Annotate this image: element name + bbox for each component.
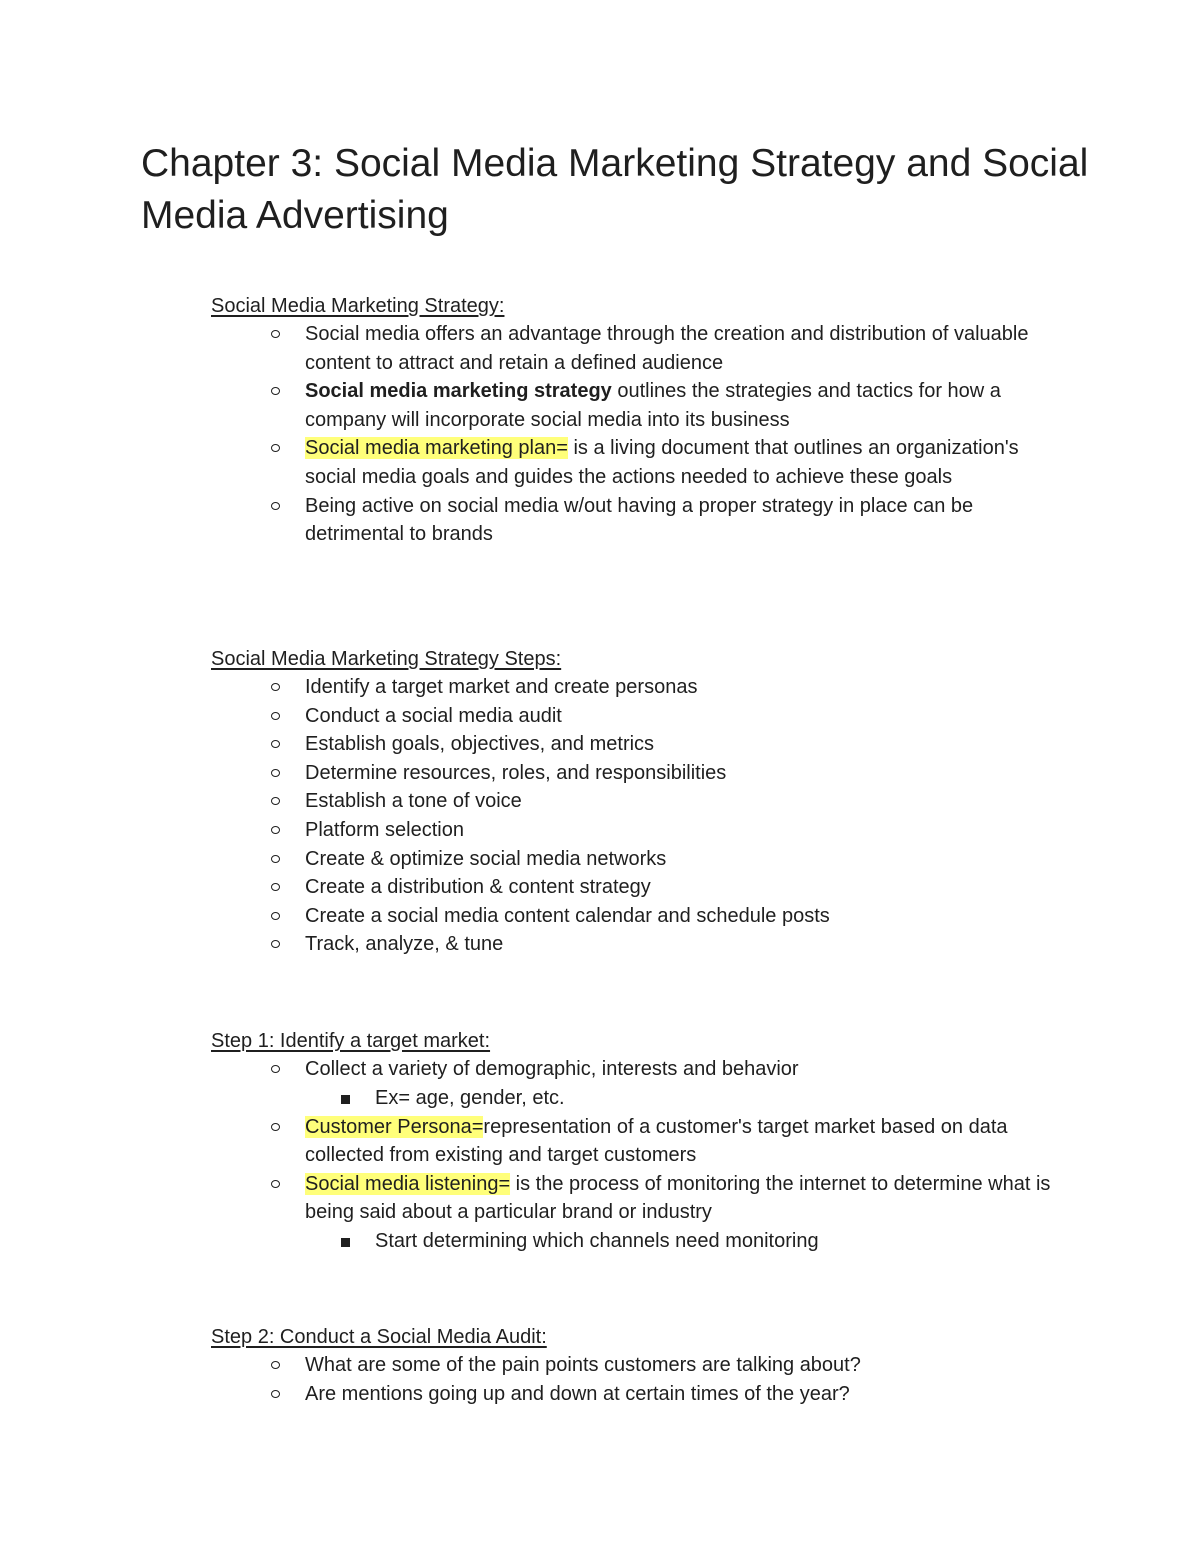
section-heading: Social Media Marketing Strategy: <box>211 295 505 317</box>
hollow-circle-bullet-icon <box>271 1390 280 1398</box>
list-item: What are some of the pain points customers are talking about? <box>211 1351 1065 1380</box>
list-item: Establish a tone of voice <box>211 787 1065 816</box>
sub-list-item: Start determining which channels need monitoring <box>305 1227 1065 1256</box>
defined-term: Social media marketing strategy <box>305 380 612 403</box>
highlighted-term: Social media listening= <box>305 1172 511 1195</box>
list-item: Social media listening= is the process of monitoring the internet to determine what is being said about a particular brand or industry Start determining which channels need monitoring <box>211 1170 1065 1256</box>
section-heading: Social Media Marketing Strategy Steps: <box>211 648 562 670</box>
hollow-circle-bullet-icon <box>271 502 280 510</box>
hollow-circle-bullet-icon <box>271 855 280 863</box>
hollow-circle-bullet-icon <box>271 940 280 948</box>
sub-list-item: Ex= age, gender, etc. <box>305 1084 1065 1113</box>
list-item: Determine resources, roles, and responsibilities <box>211 759 1065 788</box>
hollow-circle-bullet-icon <box>271 1361 280 1369</box>
hollow-circle-bullet-icon <box>271 387 280 395</box>
section-marketing-strategy <box>211 292 1091 549</box>
list-item: Establish goals, objectives, and metrics <box>211 730 1065 759</box>
hollow-circle-bullet-icon <box>271 883 280 891</box>
list-item: Create a distribution & content strategy <box>211 873 1065 902</box>
page-title: Chapter 3: Social Media Marketing Strategy and Social Media Advertising <box>141 142 1089 237</box>
highlighted-term: Social media marketing plan= <box>305 437 568 460</box>
square-bullet-icon <box>341 1238 350 1247</box>
section-strategy-steps <box>211 645 1091 959</box>
bullet-list <box>211 1351 1091 1408</box>
list-item: Track, analyze, & tune <box>211 930 1065 959</box>
hollow-circle-bullet-icon <box>271 826 280 834</box>
section-heading: Step 1: Identify a target market: <box>211 1030 491 1052</box>
list-item: Create a social media content calendar and schedule posts <box>211 902 1065 931</box>
hollow-circle-bullet-icon <box>271 797 280 805</box>
section-step-1 <box>211 1027 1091 1256</box>
hollow-circle-bullet-icon <box>271 1123 280 1131</box>
square-bullet-icon <box>341 1095 350 1104</box>
hollow-circle-bullet-icon <box>271 769 280 777</box>
hollow-circle-bullet-icon <box>271 1065 280 1073</box>
sub-list <box>305 1084 1065 1113</box>
list-item: Identify a target market and create personas <box>211 673 1065 702</box>
list-item: Create & optimize social media networks <box>211 845 1065 874</box>
hollow-circle-bullet-icon <box>271 1180 280 1188</box>
hollow-circle-bullet-icon <box>271 683 280 691</box>
list-item: Collect a variety of demographic, interests and behavior Ex= age, gender, etc. <box>211 1055 1065 1113</box>
list-item: Platform selection <box>211 816 1065 845</box>
hollow-circle-bullet-icon <box>271 740 280 748</box>
hollow-circle-bullet-icon <box>271 712 280 720</box>
list-item: Social media marketing plan= is a living document that outlines an organization's social media goals and guides the actions needed to achieve these goals <box>211 434 1065 491</box>
sub-list <box>305 1227 1065 1256</box>
list-item: Customer Persona=representation of a customer's target market based on data collected from existing and target customers <box>211 1113 1065 1170</box>
list-item: Conduct a social media audit <box>211 702 1065 731</box>
section-heading: Step 2: Conduct a Social Media Audit: <box>211 1326 547 1348</box>
hollow-circle-bullet-icon <box>271 444 280 452</box>
bullet-list <box>211 673 1091 959</box>
hollow-circle-bullet-icon <box>271 912 280 920</box>
hollow-circle-bullet-icon <box>271 330 280 338</box>
list-item: Social media offers an advantage through the creation and distribution of valuable content to attract and retain a defined audience <box>211 320 1065 377</box>
section-step-2 <box>211 1323 1091 1408</box>
highlighted-term: Customer Persona= <box>305 1115 484 1138</box>
list-item: Being active on social media w/out having a proper strategy in place can be detrimental to brands <box>211 492 1065 549</box>
list-item: Social media marketing strategy outlines the strategies and tactics for how a company will incorporate social media into its business <box>211 377 1065 434</box>
bullet-list <box>211 1055 1091 1256</box>
bullet-list <box>211 320 1091 549</box>
list-item: Are mentions going up and down at certain times of the year? <box>211 1380 1065 1409</box>
